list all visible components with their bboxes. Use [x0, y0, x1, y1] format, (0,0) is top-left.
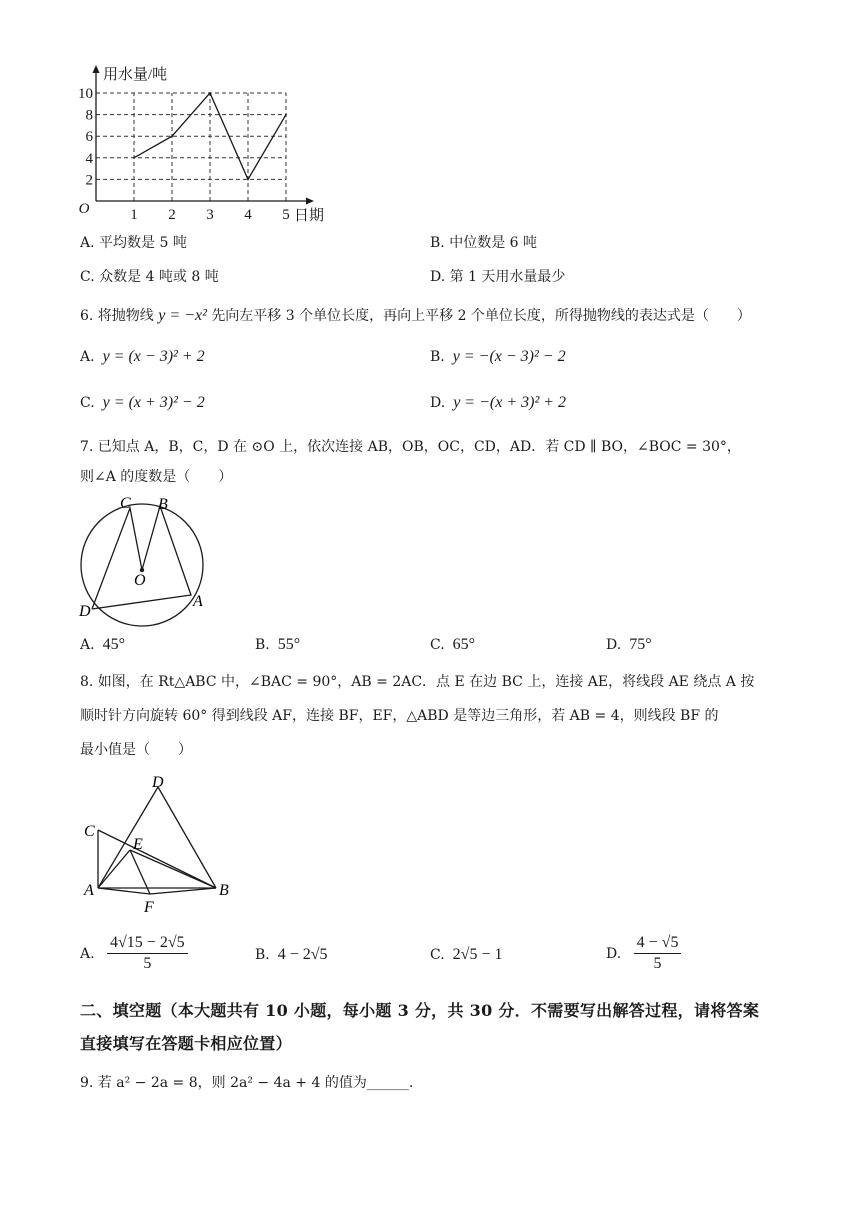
label-b: B — [219, 882, 229, 899]
y-tick-label-10: 10 — [78, 86, 93, 102]
chart-axes — [93, 65, 315, 205]
y-axis-title: 用水量/吨 — [103, 67, 168, 83]
q6-option-d: D. y = −(x + 3)² + 2 — [430, 394, 567, 411]
label-e: E — [133, 836, 143, 853]
q8-line1: 8. 如图，在 Rt△ABC 中，∠BAC = 90°，AB = 2AC．点 E 在边 BC 上，连接 AE，将线段 AE 绕点 A 按 — [80, 674, 755, 690]
x-axis-title: 日期 — [294, 208, 325, 224]
q5-option-a: A. 平均数是 5 吨 — [80, 235, 187, 251]
label-c: C — [120, 495, 131, 512]
segment-ae — [98, 850, 130, 888]
y-axis-arrow — [93, 65, 100, 73]
segment-af — [98, 888, 150, 894]
y-tick-label-2: 2 — [85, 172, 93, 189]
label-c: C — [84, 823, 95, 840]
chart-grid — [96, 93, 286, 201]
q6-stem-b: 先向左平移 3 个单位长度，再向上平移 2 个单位长度，所得抛物线的表达式是（ ） — [211, 308, 751, 324]
data-point-4 — [247, 179, 249, 181]
label-b: B — [158, 496, 168, 513]
water-usage-chart — [70, 58, 340, 226]
segment-db — [158, 787, 216, 888]
q7-option-b: B. 55° — [255, 636, 301, 653]
q6-stem-a: 6. 将抛物线 — [80, 308, 154, 324]
q6-stem-math: y = −x² — [158, 307, 207, 324]
q9-text: 9. 若 a² − 2a = 8，则 2a² − 4a + 4 的值为______. — [80, 1075, 414, 1091]
q6-option-a: A. y = (x − 3)² + 2 — [80, 348, 205, 365]
x-tick-label-2: 2 — [168, 207, 176, 223]
q7-circle-figure — [72, 492, 222, 628]
label-a: A — [193, 593, 203, 610]
q8-line3: 最小值是（ ） — [80, 742, 192, 758]
q8-option-a: A. $\frac{4√15 - 2√5}{5}$ — [80, 934, 188, 973]
data-point-2 — [171, 135, 173, 137]
data-point-3 — [209, 92, 211, 94]
q6-option-b: B. y = −(x − 3)² − 2 — [430, 348, 566, 365]
section2-heading-line1: 二、填空题（本大题共有 10 小题，每小题 3 分，共 30 分．不需要写出解答过程，请将答案 — [80, 1001, 760, 1020]
q8-option-b: B. 4 − 2√5 — [255, 946, 328, 963]
q7-option-a: A. 45° — [80, 636, 125, 653]
q8-option-d: D. $\frac{4 - √5}{5}$ — [606, 934, 681, 973]
q8-option-c: C. 2√5 − 1 — [430, 946, 503, 963]
chart-labels — [78, 66, 324, 224]
label-f: F — [144, 899, 154, 916]
label-d: D — [152, 774, 164, 791]
segment-fb — [150, 888, 216, 894]
q7-line1: 7. 已知点 A，B，C，D 在 ⊙O 上，依次连接 AB，OB，OC，CD，AD．若 CD ∥ BO，∠BOC = 30°， — [80, 439, 741, 455]
q6-stem — [80, 305, 751, 325]
x-tick-label-5: 5 — [282, 207, 290, 223]
x-tick-label-1: 1 — [130, 207, 138, 223]
q7-option-c: C. 65° — [430, 636, 476, 653]
data-point-1 — [133, 157, 135, 159]
q8-option-a-fraction: $\frac{4√15 - 2√5}{5}$ — [107, 934, 188, 973]
y-tick-label-8: 8 — [85, 107, 93, 124]
label-a: A — [84, 882, 94, 899]
x-axis-arrow — [306, 198, 314, 205]
section2-heading-line2: 直接填写在答题卡相应位置） — [80, 1034, 292, 1053]
data-point-5 — [285, 114, 287, 116]
x-tick-label-3: 3 — [206, 207, 214, 223]
origin-label: O — [78, 201, 90, 217]
q6-option-c: C. y = (x + 3)² − 2 — [80, 394, 205, 411]
label-o: O — [134, 572, 146, 589]
q5-option-d: D. 第 1 天用水量最少 — [430, 269, 566, 285]
segment-eb — [130, 850, 216, 888]
y-tick-label-6: 6 — [85, 129, 93, 146]
q5-option-b: B. 中位数是 6 吨 — [430, 235, 537, 251]
q8-option-d-fraction: $\frac{4 - √5}{5}$ — [634, 934, 682, 973]
q5-option-c: C. 众数是 4 吨或 8 吨 — [80, 269, 219, 285]
y-tick-label-4: 4 — [85, 150, 93, 167]
x-tick-label-4: 4 — [244, 207, 252, 223]
q7-option-d: D. 75° — [606, 636, 652, 653]
segment-ad — [98, 787, 158, 888]
q8-triangle-figure — [78, 770, 248, 918]
q8-line2: 顺时针方向旋转 60° 得到线段 AF，连接 BF，EF，△ABD 是等边三角形，若 AB = 4，则线段 BF 的 — [80, 708, 719, 724]
q7-line2: 则∠A 的度数是（ ） — [80, 469, 233, 485]
label-d: D — [79, 603, 91, 620]
polyline-dcoba — [92, 506, 191, 609]
